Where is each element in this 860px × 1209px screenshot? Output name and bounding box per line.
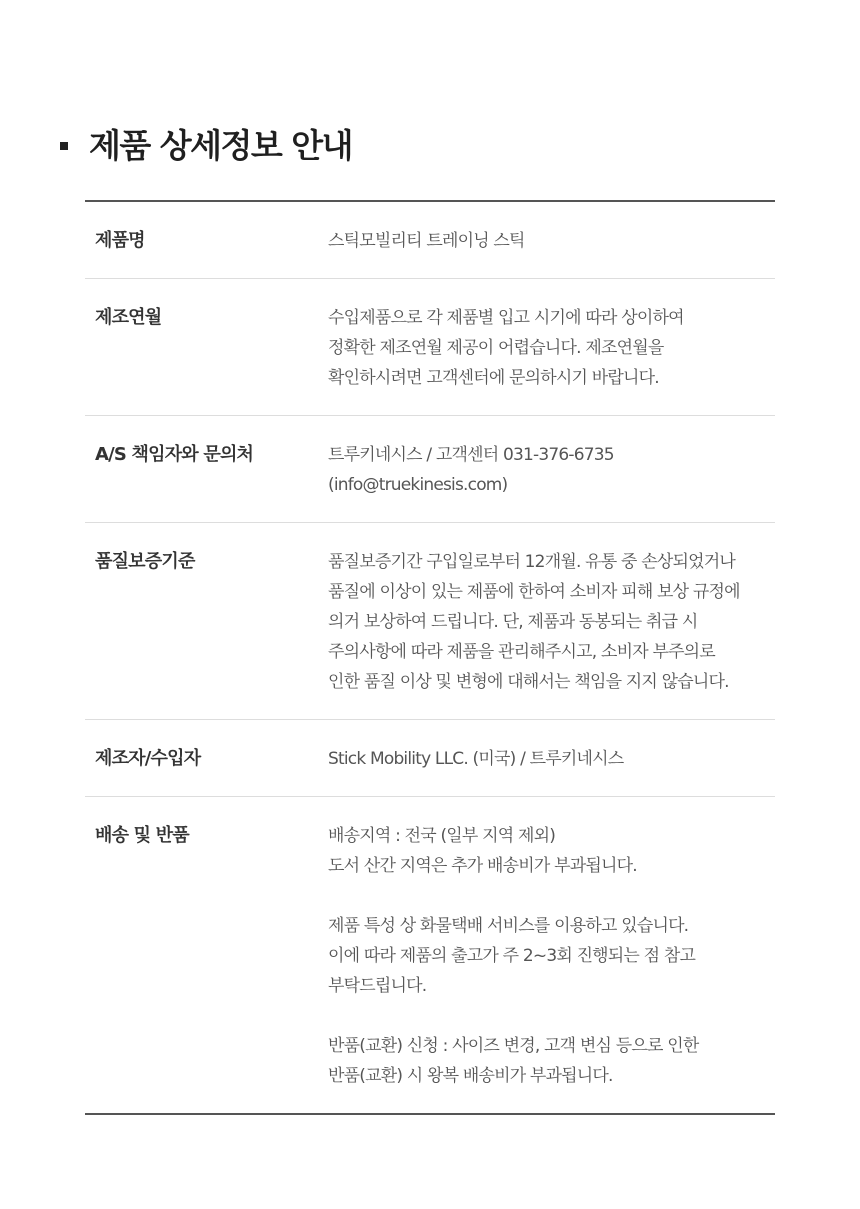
value-line: (info@truekinesis.com) (328, 475, 508, 495)
value-line: 수입제품으로 각 제품별 입고 시기에 따라 상이하여 (328, 308, 684, 328)
blank-line (328, 1001, 775, 1031)
info-row-manufacturer-importer (85, 720, 775, 797)
value-line: 트루키네시스 / 고객센터 031-376-6735 (328, 445, 614, 465)
row-label: 품질보증기준 (95, 551, 195, 572)
row-value (328, 547, 775, 697)
row-label: A/S 책임자와 문의처 (95, 444, 254, 465)
row-label: 제조연월 (95, 307, 162, 328)
section-heading (60, 122, 352, 170)
value-line: 품질보증기간 구입일로부터 12개월. 유통 중 손상되었거나 (328, 552, 735, 572)
info-row-shipping-returns (85, 797, 775, 1113)
value-line: 의거 보상하여 드립니다. 단, 제품과 동봉되는 취급 시 (328, 612, 698, 632)
product-info-table (85, 200, 775, 1115)
value-line: 주의사항에 따라 제품을 관리해주시고, 소비자 부주의로 (328, 642, 715, 662)
info-row-as-contact (85, 416, 775, 523)
value-line: 이에 따라 제품의 출고가 주 2~3회 진행되는 점 참고 (328, 946, 696, 966)
blank-line (328, 881, 775, 911)
value-line: 반품(교환) 신청 : 사이즈 변경, 고객 변심 등으로 인한 (328, 1036, 699, 1056)
value-line: Stick Mobility LLC. (미국) / 트루키네시스 (328, 749, 624, 769)
page-title: 제품 상세정보 안내 (89, 126, 353, 165)
row-label: 배송 및 반품 (95, 825, 189, 846)
value-line: 제품 특성 상 화물택배 서비스를 이용하고 있습니다. (328, 916, 689, 936)
info-row-quality-warranty (85, 523, 775, 720)
value-line: 스틱모빌리티 트레이닝 스틱 (328, 231, 525, 251)
row-value (328, 440, 775, 500)
value-line: 반품(교환) 시 왕복 배송비가 부과됩니다. (328, 1066, 613, 1086)
row-value (328, 303, 775, 393)
value-line: 확인하시려면 고객센터에 문의하시기 바랍니다. (328, 368, 659, 388)
row-value (328, 821, 775, 1091)
row-value (328, 744, 775, 774)
info-row-manufacture-date (85, 279, 775, 416)
square-bullet-icon (60, 142, 68, 150)
value-line: 정확한 제조연월 제공이 어렵습니다. 제조연월을 (328, 338, 664, 358)
value-line: 도서 산간 지역은 추가 배송비가 부과됩니다. (328, 856, 637, 876)
value-line: 부탁드립니다. (328, 976, 427, 996)
info-row-product-name (85, 202, 775, 279)
row-label: 제품명 (95, 230, 145, 251)
value-line: 배송지역 : 전국 (일부 지역 제외) (328, 826, 556, 846)
row-label: 제조자/수입자 (95, 748, 201, 769)
value-line: 인한 품질 이상 및 변형에 대해서는 책임을 지지 않습니다. (328, 672, 729, 692)
row-value (328, 226, 775, 256)
value-line: 품질에 이상이 있는 제품에 한하여 소비자 피해 보상 규정에 (328, 582, 740, 602)
